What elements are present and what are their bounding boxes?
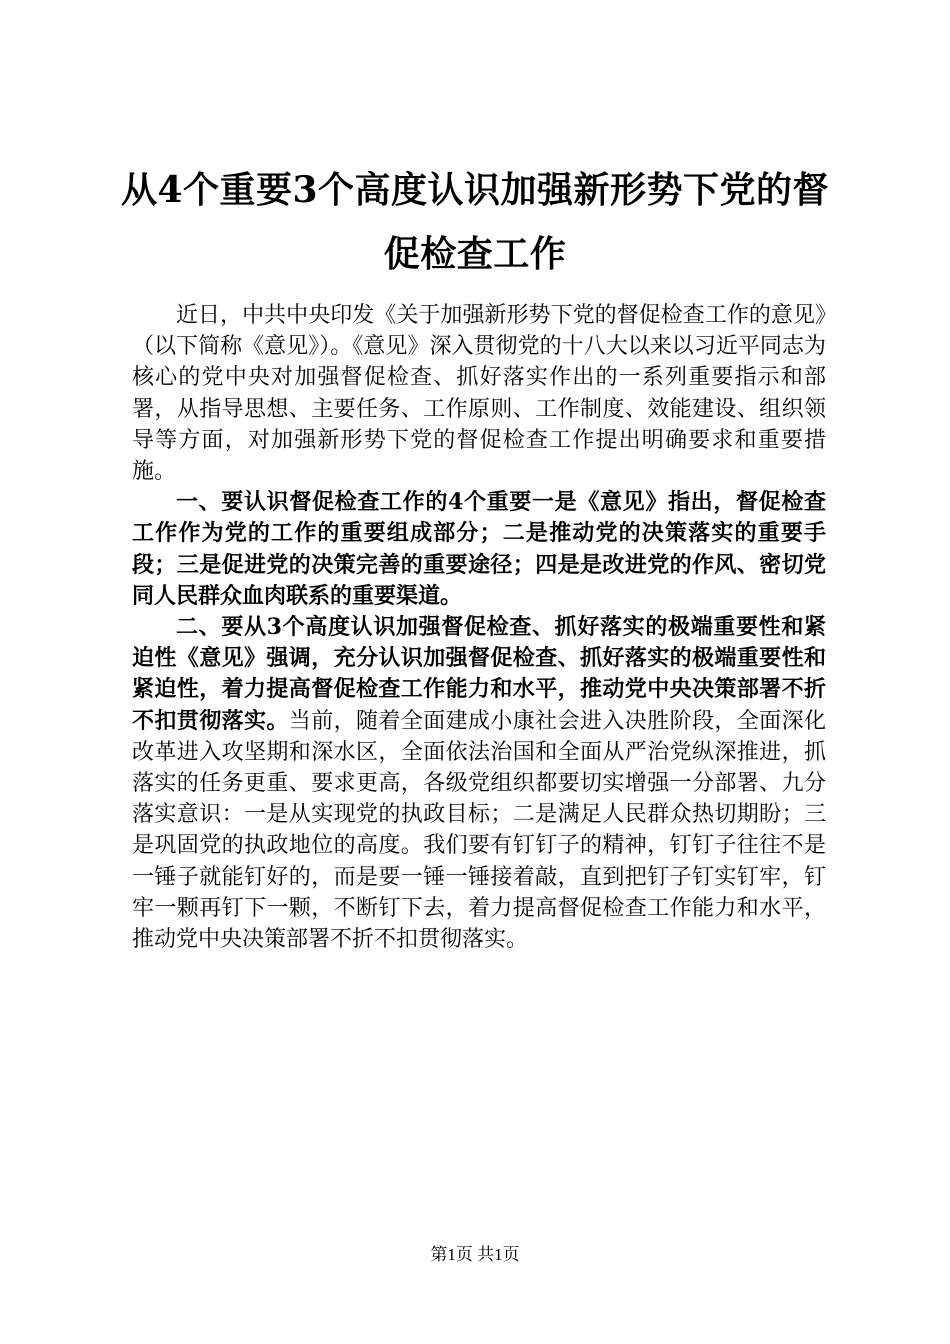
document-body <box>132 300 826 955</box>
title-line-2: 促检查工作 <box>383 233 567 275</box>
document-title <box>110 158 840 286</box>
page-number-footer: 第1页 共1页 <box>430 1245 520 1264</box>
title-line-1: 从4个重要3个高度认识加强新形势下党的督 <box>120 169 830 211</box>
section-two-body: 当前，随着全面建成小康社会进入决胜阶段，全面深化改革进入攻坚期和深水区，全面依法治国和全面从严治党纵深推进，抓落实的任务更重、要求更高，各级党组织都要切实增强一分部署、九分落实意识：一是从实现党的执政目标；二是满足人民群众热切期盼；三是巩固党的执政地位的高度。我们要有钉钉子的精神，钉钉子往往不是一锤子就能钉好的，而是要一锤一锤接着敲，直到把钉子钉实钉牢，钉牢一颗再钉下一颗，不断钉下去，着力提高督促检查工作能力和水平，推动党中央决策部署不折不扣贯彻落实。 <box>132 708 826 953</box>
paragraph-section-two <box>132 612 826 955</box>
paragraph-section-one: 一、要认识督促检查工作的4个重要一是《意见》指出，督促检查工作作为党的工作的重要组成部分；二是推动党的决策落实的重要手段；三是促进党的决策完善的重要途径；四是是改进党的作风、密切党同人民群众血肉联系的重要渠道。 <box>132 489 826 609</box>
paragraph-intro: 近日，中共中央印发《关于加强新形势下党的督促检查工作的意见》（以下简称《意见》）。《意见》深入贯彻党的十八大以来以习近平同志为核心的党中央对加强督促检查、抓好落实作出的一系列重要指示和部署，从指导思想、主要任务、工作原则、工作制度、效能建设、组织领导等方面，对加强新形势下党的督促检查工作提出明确要求和重要措施。 <box>132 303 826 485</box>
section-two-heading: 二、要从3个高度认识加强督促检查、抓好落实的极端重要性和紧迫性《意见》强调，充分认识加强督促检查、抓好落实的极端重要性和紧迫性，着力提高督促检查工作能力和水平，推动党中央决策部署不折不扣贯彻落实。 <box>132 614 826 734</box>
